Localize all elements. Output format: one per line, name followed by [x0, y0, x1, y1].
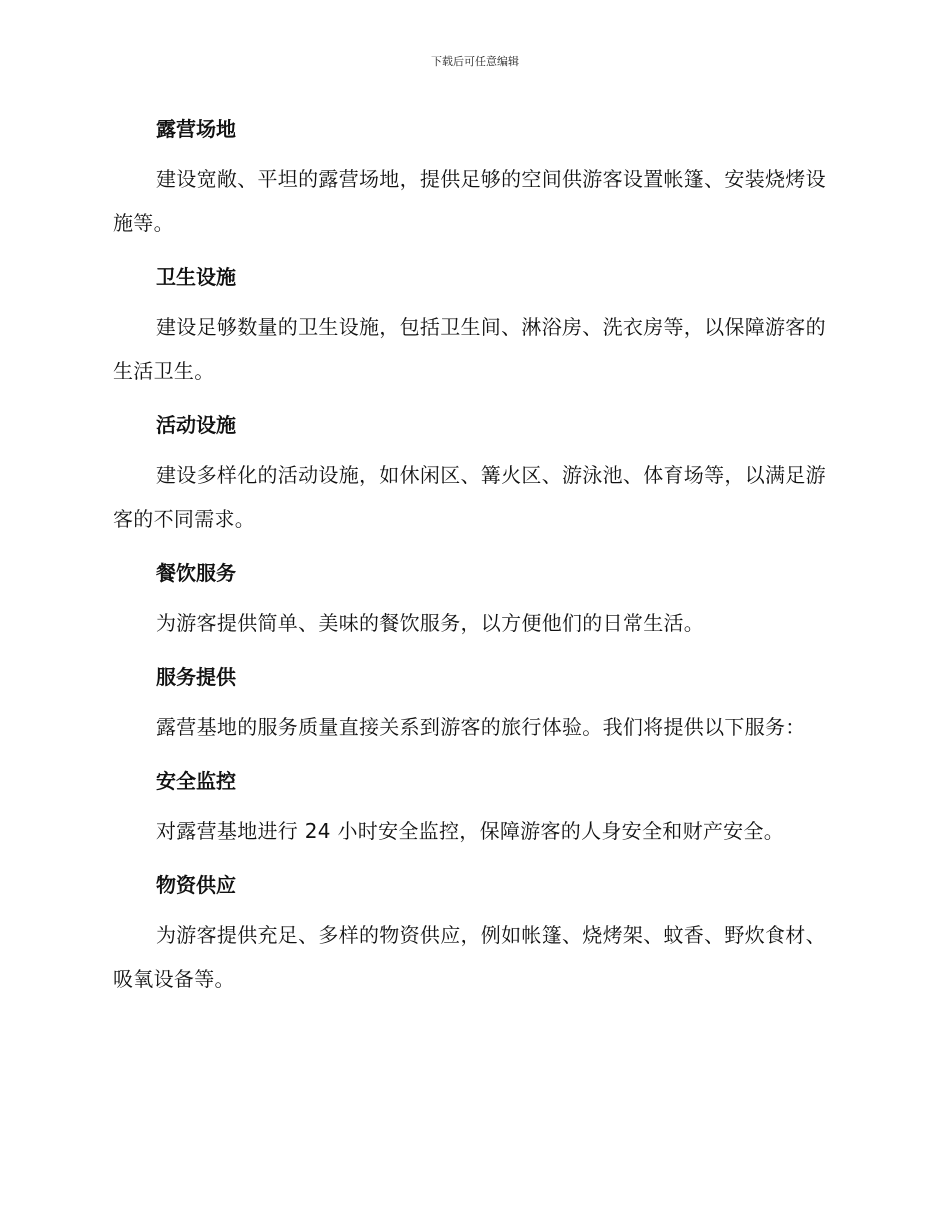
section-text-campsite: 建设宽敞、平坦的露营场地，提供足够的空间供游客设置帐篷、安装烧烤设施等。 [113, 167, 826, 235]
section-heading-services: 服务提供 [156, 665, 236, 689]
page-header-note: 下载后可任意编辑 [431, 55, 519, 68]
section-text-activities: 建设多样化的活动设施，如休闲区、篝火区、游泳池、体育场等，以满足游客的不同需求。 [113, 463, 826, 531]
section-heading-security: 安全监控 [156, 769, 236, 793]
section-heading-sanitation: 卫生设施 [156, 265, 236, 289]
section-heading-campsite: 露营场地 [156, 117, 236, 141]
section-heading-activities: 活动设施 [156, 413, 236, 437]
section-text-services: 露营基地的服务质量直接关系到游客的旅行体验。我们将提供以下服务： [156, 715, 806, 739]
section-text-sanitation: 建设足够数量的卫生设施，包括卫生间、淋浴房、洗衣房等，以保障游客的生活卫生。 [113, 315, 826, 383]
section-heading-catering: 餐饮服务 [156, 561, 236, 585]
section-text-catering: 为游客提供简单、美味的餐饮服务，以方便他们的日常生活。 [156, 611, 705, 635]
section-text-security: 对露营基地进行 24 小时安全监控，保障游客的人身安全和财产安全。 [156, 819, 785, 843]
document-body [113, 111, 833, 1001]
section-heading-supplies: 物资供应 [156, 873, 236, 897]
section-text-supplies: 为游客提供充足、多样的物资供应，例如帐篷、烧烤架、蚊香、野炊食材、吸氧设备等。 [113, 923, 826, 991]
